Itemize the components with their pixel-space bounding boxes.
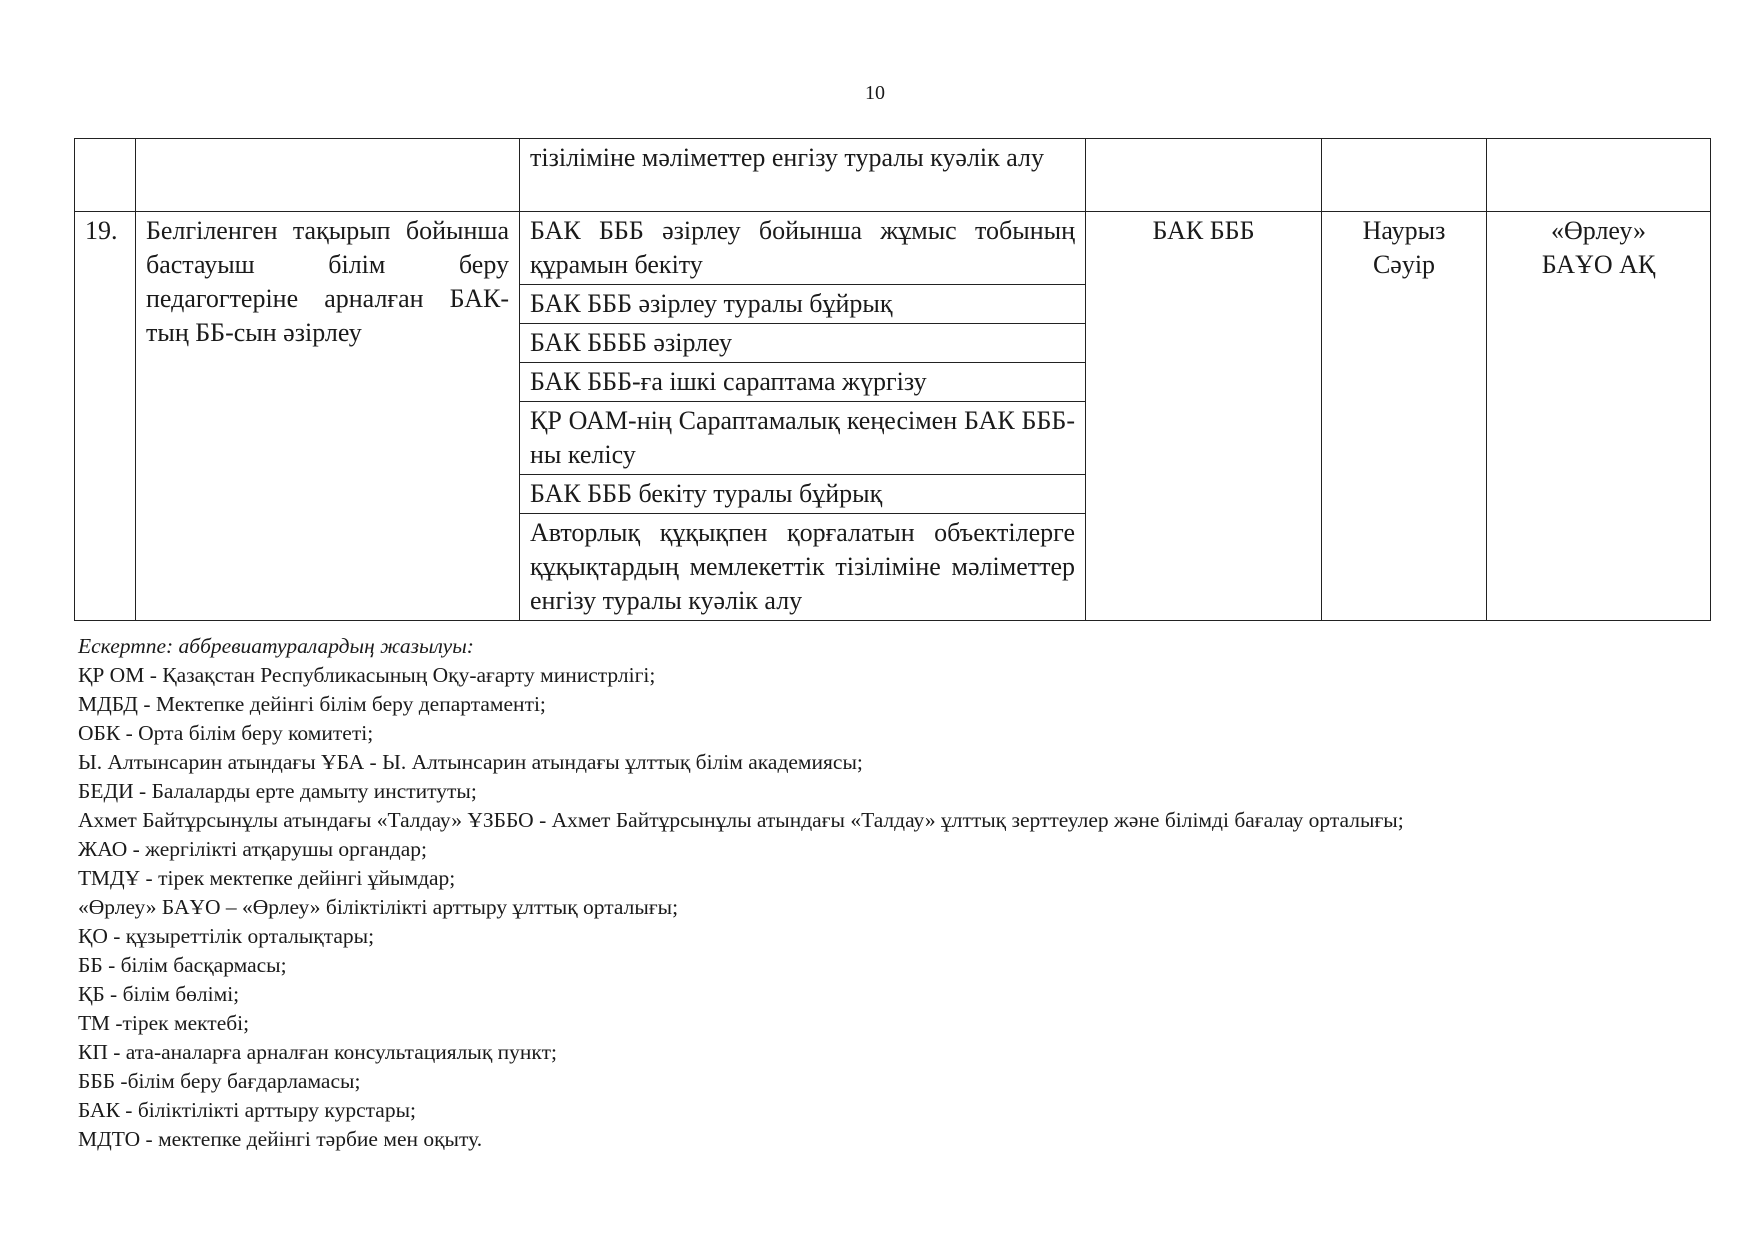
action-plan-table: [74, 138, 1711, 621]
cell-responsible-empty: [1487, 139, 1711, 212]
note-item: Ахмет Байтұрсынұлы атындағы «Талдау» ҰЗББО - Ахмет Байтұрсынұлы атындағы «Талдау» ұлттық зерттеулер және білімді бағалау орталығы;: [78, 808, 1404, 832]
responsible: [1487, 212, 1711, 621]
activity-step: БАК БББ-ға ішкі сараптама жүргізу: [520, 363, 1086, 402]
note-item: КП - ата-аналарға арналған консультациялық пункт;: [78, 1040, 557, 1064]
note-item: БЕДИ - Балаларды ерте дамыту институты;: [78, 779, 477, 803]
cell-deadline-empty: [1322, 139, 1487, 212]
activity-step: Авторлық құқықпен қорғалатын объектілерге құқықтардың мемлекеттік тізіліміне мәліметтер енгізу туралы куәлік алу: [520, 514, 1086, 621]
cell-step-continuation: тізіліміне мәліметтер енгізу туралы куәлік алу: [520, 139, 1086, 212]
deadline: [1322, 212, 1487, 621]
table-row-continuation: [75, 139, 1711, 212]
note-item: БББ -білім беру бағдарламасы;: [78, 1069, 361, 1093]
note-item: «Өрлеу» БАҰО – «Өрлеу» біліктілікті арттыру ұлттық орталығы;: [78, 895, 679, 919]
note-item: ҚБ - білім бөлімі;: [78, 982, 240, 1006]
cell-result-empty: [1086, 139, 1322, 212]
cell-number-empty: [75, 139, 136, 212]
page-number: 10: [865, 82, 885, 104]
note-item: БАК - біліктілікті арттыру курстары;: [78, 1098, 416, 1122]
note-item: ТМДҰ - тірек мектепке дейінгі ұйымдар;: [78, 866, 456, 890]
deadline-end: Сәуір: [1372, 250, 1436, 279]
note-item: МДБД - Мектепке дейінгі білім беру департаменті;: [78, 692, 546, 716]
activity-name: Белгіленген тақырып бойынша бастауыш білім беру педагогтеріне арналған БАК-тың ББ-сын әзірлеу: [136, 212, 520, 621]
activity-step: БАК ББББ әзірлеу: [520, 324, 1086, 363]
deadline-start: Наурыз: [1362, 216, 1446, 245]
note-item: ББ - білім басқармасы;: [78, 953, 287, 977]
responsible-line-1: «Өрлеу»: [1551, 216, 1646, 245]
note-item: Ы. Алтынсарин атындағы ҰБА - Ы. Алтынсарин атындағы ұлттық білім академиясы;: [78, 750, 863, 774]
table-row: [75, 212, 1711, 285]
note-item: ҚР ОМ - Қазақстан Республикасының Оқу-ағарту министрлігі;: [78, 663, 656, 687]
activity-step: БАК БББ әзірлеу туралы бұйрық: [520, 285, 1086, 324]
notes-title: Ескертпе: аббревиатуралардың жазылуы:: [78, 634, 474, 658]
responsible-line-2: БАҰО АҚ: [1541, 250, 1656, 279]
abbreviation-notes: [78, 632, 1404, 1154]
note-item: ОБК - Орта білім беру комитеті;: [78, 721, 374, 745]
activity-step: БАК БББ әзірлеу бойынша жұмыс тобының құрамын бекіту: [520, 212, 1086, 285]
cell-name-empty: [136, 139, 520, 212]
row-number: 19.: [75, 212, 136, 621]
note-item: ЖАО - жергілікті атқарушы органдар;: [78, 837, 427, 861]
note-item: МДТО - мектепке дейінгі тәрбие мен оқыту.: [78, 1127, 483, 1151]
result-form: БАК БББ: [1086, 212, 1322, 621]
note-item: ТМ -тірек мектебі;: [78, 1011, 250, 1035]
activity-step: ҚР ОАМ-нің Сараптамалық кеңесімен БАК БББ-ны келісу: [520, 402, 1086, 475]
note-item: ҚО - құзыреттілік орталықтары;: [78, 924, 375, 948]
activity-step: БАК БББ бекіту туралы бұйрық: [520, 475, 1086, 514]
